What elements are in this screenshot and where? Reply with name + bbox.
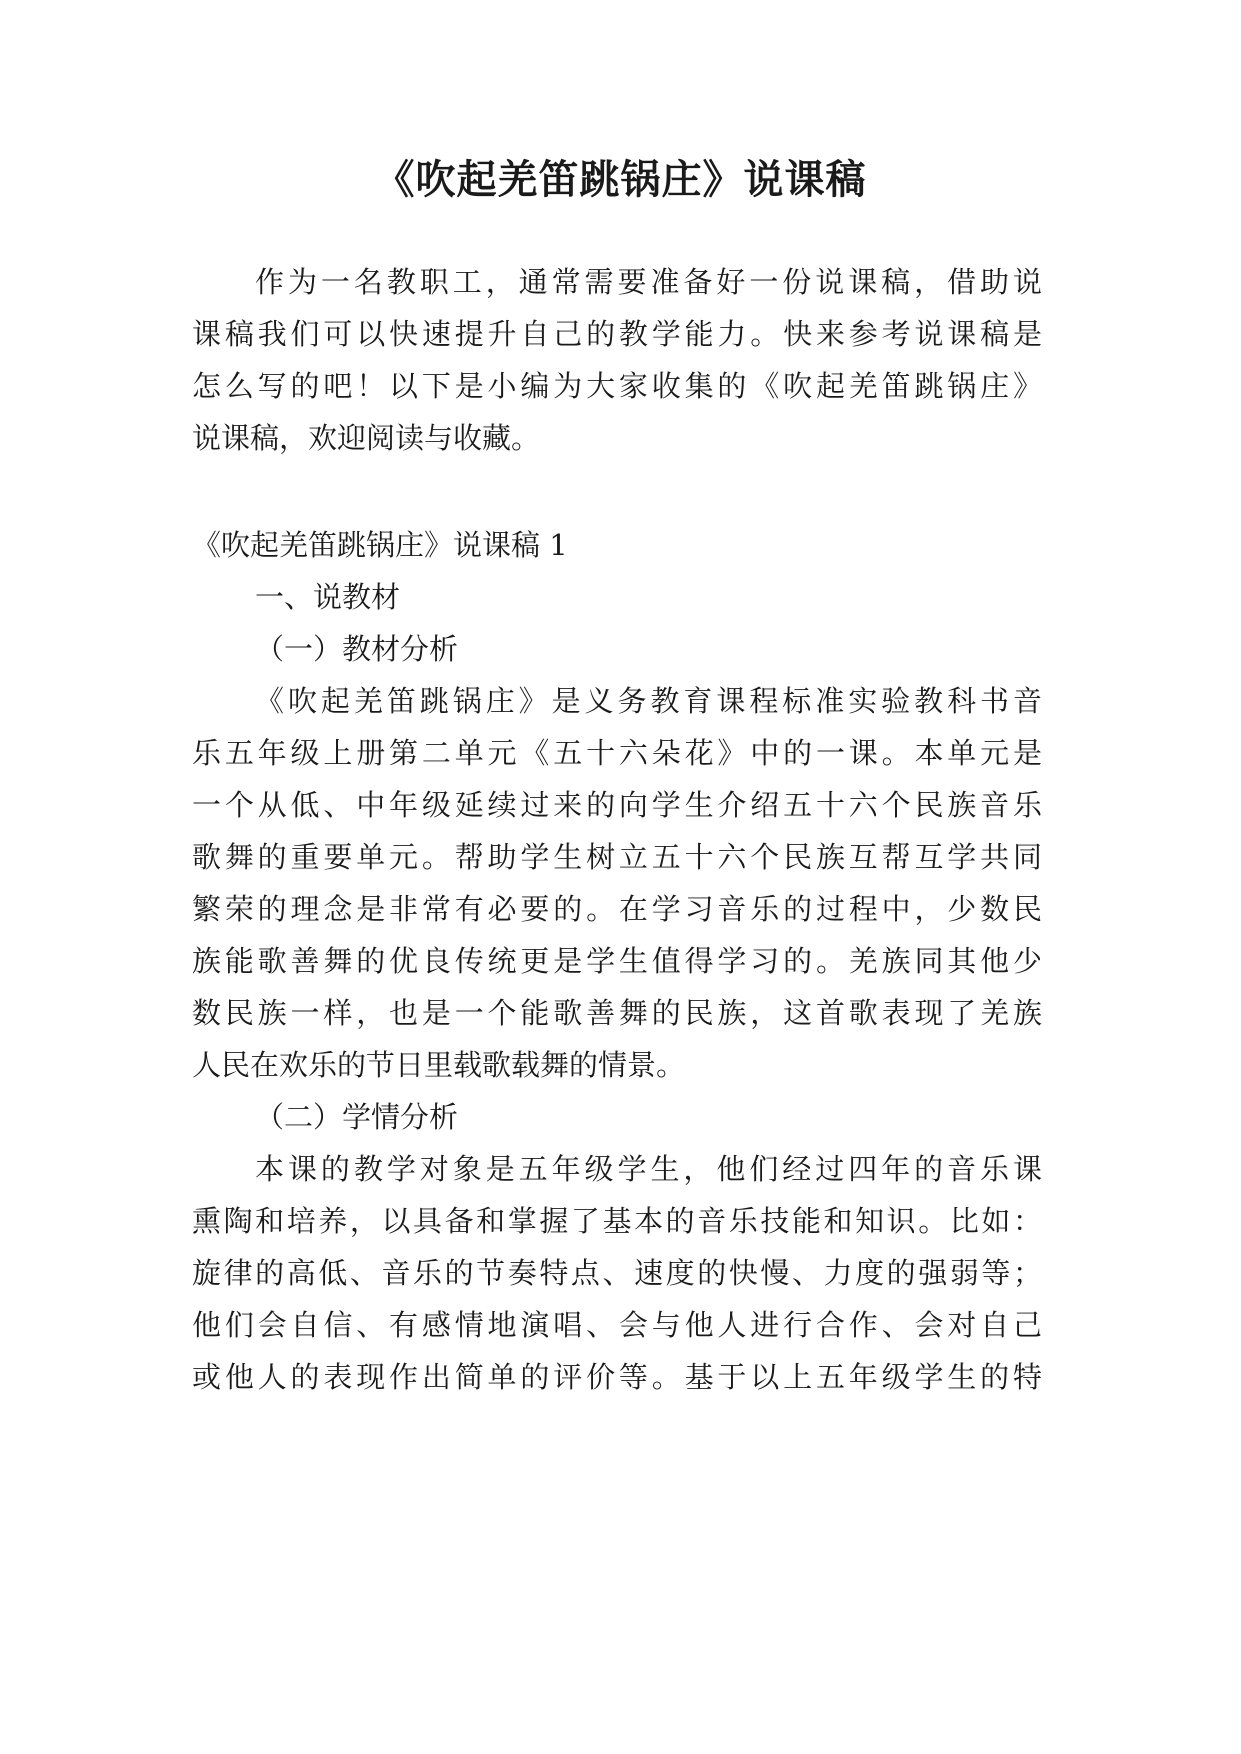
intro-line: 说课稿，欢迎阅读与收藏。 <box>192 421 541 455</box>
sub-heading-textbook-analysis: （一）教材分析 <box>255 632 459 666</box>
paragraph-line: 族能歌善舞的优良传统更是学生值得学习的。羌族同其他少 <box>192 944 1042 978</box>
paragraph-line: 他们会自信、有感情地演唱、会与他人进行合作、会对自己 <box>192 1308 1042 1342</box>
paragraph-line: 乐五年级上册第二单元《五十六朵花》中的一课。本单元是 <box>192 736 1042 770</box>
paragraph-line: 一个从低、中年级延续过来的向学生介绍五十六个民族音乐 <box>192 788 1042 822</box>
paragraph-line: 歌舞的重要单元。帮助学生树立五十六个民族互帮互学共同 <box>192 840 1042 874</box>
section-heading: 《吹起羌笛跳锅庄》说课稿 1 <box>192 528 568 562</box>
part-heading-textbook: 一、说教材 <box>255 580 401 614</box>
intro-line: 作为一名教职工，通常需要准备好一份说课稿，借助说 <box>255 265 1042 299</box>
sub-heading-student-analysis: （二）学情分析 <box>255 1100 459 1134</box>
paragraph-line: 人民在欢乐的节日里载歌载舞的情景。 <box>192 1048 686 1082</box>
paragraph-line: 繁荣的理念是非常有必要的。在学习音乐的过程中，少数民 <box>192 892 1042 926</box>
paragraph-line: 熏陶和培养，以具备和掌握了基本的音乐技能和知识。比如： <box>192 1204 1042 1238</box>
paragraph-line: 数民族一样，也是一个能歌善舞的民族，这首歌表现了羌族 <box>192 996 1042 1030</box>
document-title: 《吹起羌笛跳锅庄》说课稿 <box>374 156 867 203</box>
paragraph-line: 《吹起羌笛跳锅庄》是义务教育课程标准实验教科书音 <box>255 684 1042 718</box>
paragraph-line: 或他人的表现作出简单的评价等。基于以上五年级学生的特 <box>192 1360 1042 1394</box>
paragraph-line: 旋律的高低、音乐的节奏特点、速度的快慢、力度的强弱等； <box>192 1256 1042 1290</box>
intro-line: 课稿我们可以快速提升自己的教学能力。快来参考说课稿是 <box>192 317 1042 351</box>
intro-line: 怎么写的吧！以下是小编为大家收集的《吹起羌笛跳锅庄》 <box>192 369 1042 403</box>
paragraph-line: 本课的教学对象是五年级学生，他们经过四年的音乐课 <box>255 1152 1042 1186</box>
